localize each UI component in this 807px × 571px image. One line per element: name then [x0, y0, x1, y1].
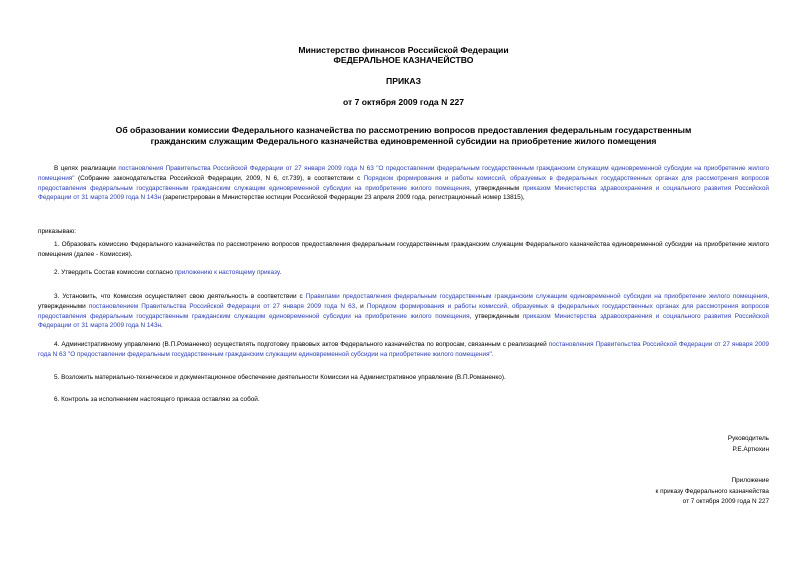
link-appendix[interactable]: приложению к настоящему приказу [174, 269, 280, 276]
item-2-text: 2. Утвердить Состав комиссии согласно [54, 269, 175, 276]
item-4 [38, 340, 769, 360]
link-ministry-order-143n[interactable]: приказом Министерства здравоохранения и социального развития Российской Федерации от 31 марта 2009 года N 143н [38, 184, 769, 202]
signature-role: Руководитель [727, 435, 769, 442]
link-subsidy-rules[interactable]: Правилами предоставления федеральным государственным гражданским служащим единовременной субсидии на приобретение жилого помещения [305, 293, 768, 300]
document-title-line-2: гражданским служащим Федерального казначейства единовременной субсидии на приобретение жилого помещения [150, 136, 657, 146]
link-procedure[interactable]: Порядком формирования и работы комиссий, образуемых в федеральных государственных органах для рассмотрения вопросов предоставления федеральным государственным гражданским служащим единовременной субсидии на приобретение жилого помещения [38, 302, 769, 320]
document-title-line-1: Об образовании комиссии Федерального казначейства по рассмотрению вопросов предоставления федеральным государственным [115, 125, 692, 135]
preamble-text-1: В целях реализации [54, 165, 119, 172]
item-4-text: 4. Административному управлению (В.П.Романенко) осуществлять подготовку правовых актов Федерального казначейства по вопросам, связанным с реализацией [54, 341, 549, 348]
item-3-end: . [161, 322, 163, 330]
item-3 [38, 292, 769, 331]
item-3-text-3: , и [355, 302, 367, 310]
item-2-end: . [279, 269, 282, 276]
preamble-text-4: (зарегистрирован в Министерстве юстиции Российской Федерации 23 апреля 2009 года, регистрационный номер 13815), [161, 194, 525, 202]
item-6: 6. Контроль за исполнением настоящего приказа оставляю за собой. [54, 396, 260, 403]
appendix-title: Приложение [731, 477, 769, 484]
preamble-paragraph [38, 164, 769, 203]
agency-name: ФЕДЕРАЛЬНОЕ КАЗНАЧЕЙСТВО [333, 55, 474, 65]
link-decree-63-subsidy[interactable]: постановления Правительства Российской Федерации от 27 января 2009 года N 63 "О предоставлении федеральным государственным гражданским служащим единовременной субсидии на приобретение жилого помещения" [38, 341, 769, 358]
link-government-decree-63[interactable]: постановления Правительства Российской Федерации от 27 января 2009 года N 63 "О предоставлении федеральным государственным гражданским служащим единовременной субсидии на приобретение жилого помещения" [38, 165, 769, 182]
link-decree-63[interactable]: постановлением Правительства Российской Федерации от 27 января 2009 года N 63 [88, 302, 356, 310]
preamble-text-3: , утвержденным [469, 184, 523, 192]
item-2 [38, 268, 769, 278]
link-order-143n[interactable]: приказом Министерства здравоохранения и социального развития Российской Федерации от 31 марта 2009 года N 143н [38, 312, 769, 330]
item-1: 1. Образовать комиссию Федерального казначейства по рассмотрению вопросов предоставления федеральным государственным гражданским служащим Федерального казначейства единовременной субсидии на приобретение жилого помещения (далее - Комиссия). [38, 241, 769, 258]
order-word: приказываю: [38, 228, 76, 235]
item-4-end: . [491, 350, 494, 358]
preamble-text-2: (Собрание законодательства Российской Федерации, 2009, N 6, ст.739), в соответствии с [74, 174, 364, 182]
appendix-date-number: от 7 октября 2009 года N 227 [682, 498, 769, 505]
appendix-reference: к приказу Федерального казначейства [655, 488, 769, 495]
link-commission-procedure[interactable]: Порядком формирования и работы комиссий, образуемых в федеральных государственных органах для рассмотрения вопросов предоставления федеральным государственным гражданским служащим единовременной субсидии на приобретение жилого помещения [38, 174, 769, 192]
item-3-text-4: , утвержденным [469, 312, 523, 320]
item-5: 5. Возложить материально-техническое и документационное обеспечение деятельности Комиссии на Административное управление (В.П.Романенко). [54, 374, 506, 381]
ministry-name: Министерство финансов Российской Федерации [298, 45, 509, 55]
item-3-text-2: , утвержденными [38, 293, 769, 310]
item-3-text-1: 3. Установить, что Комиссия осуществляет свою деятельность в соответствии с [54, 293, 306, 300]
document-type: ПРИКАЗ [386, 76, 421, 86]
document-date-number: от 7 октября 2009 года N 227 [342, 97, 465, 107]
signature-name: Р.Е.Артюхин [732, 446, 769, 453]
